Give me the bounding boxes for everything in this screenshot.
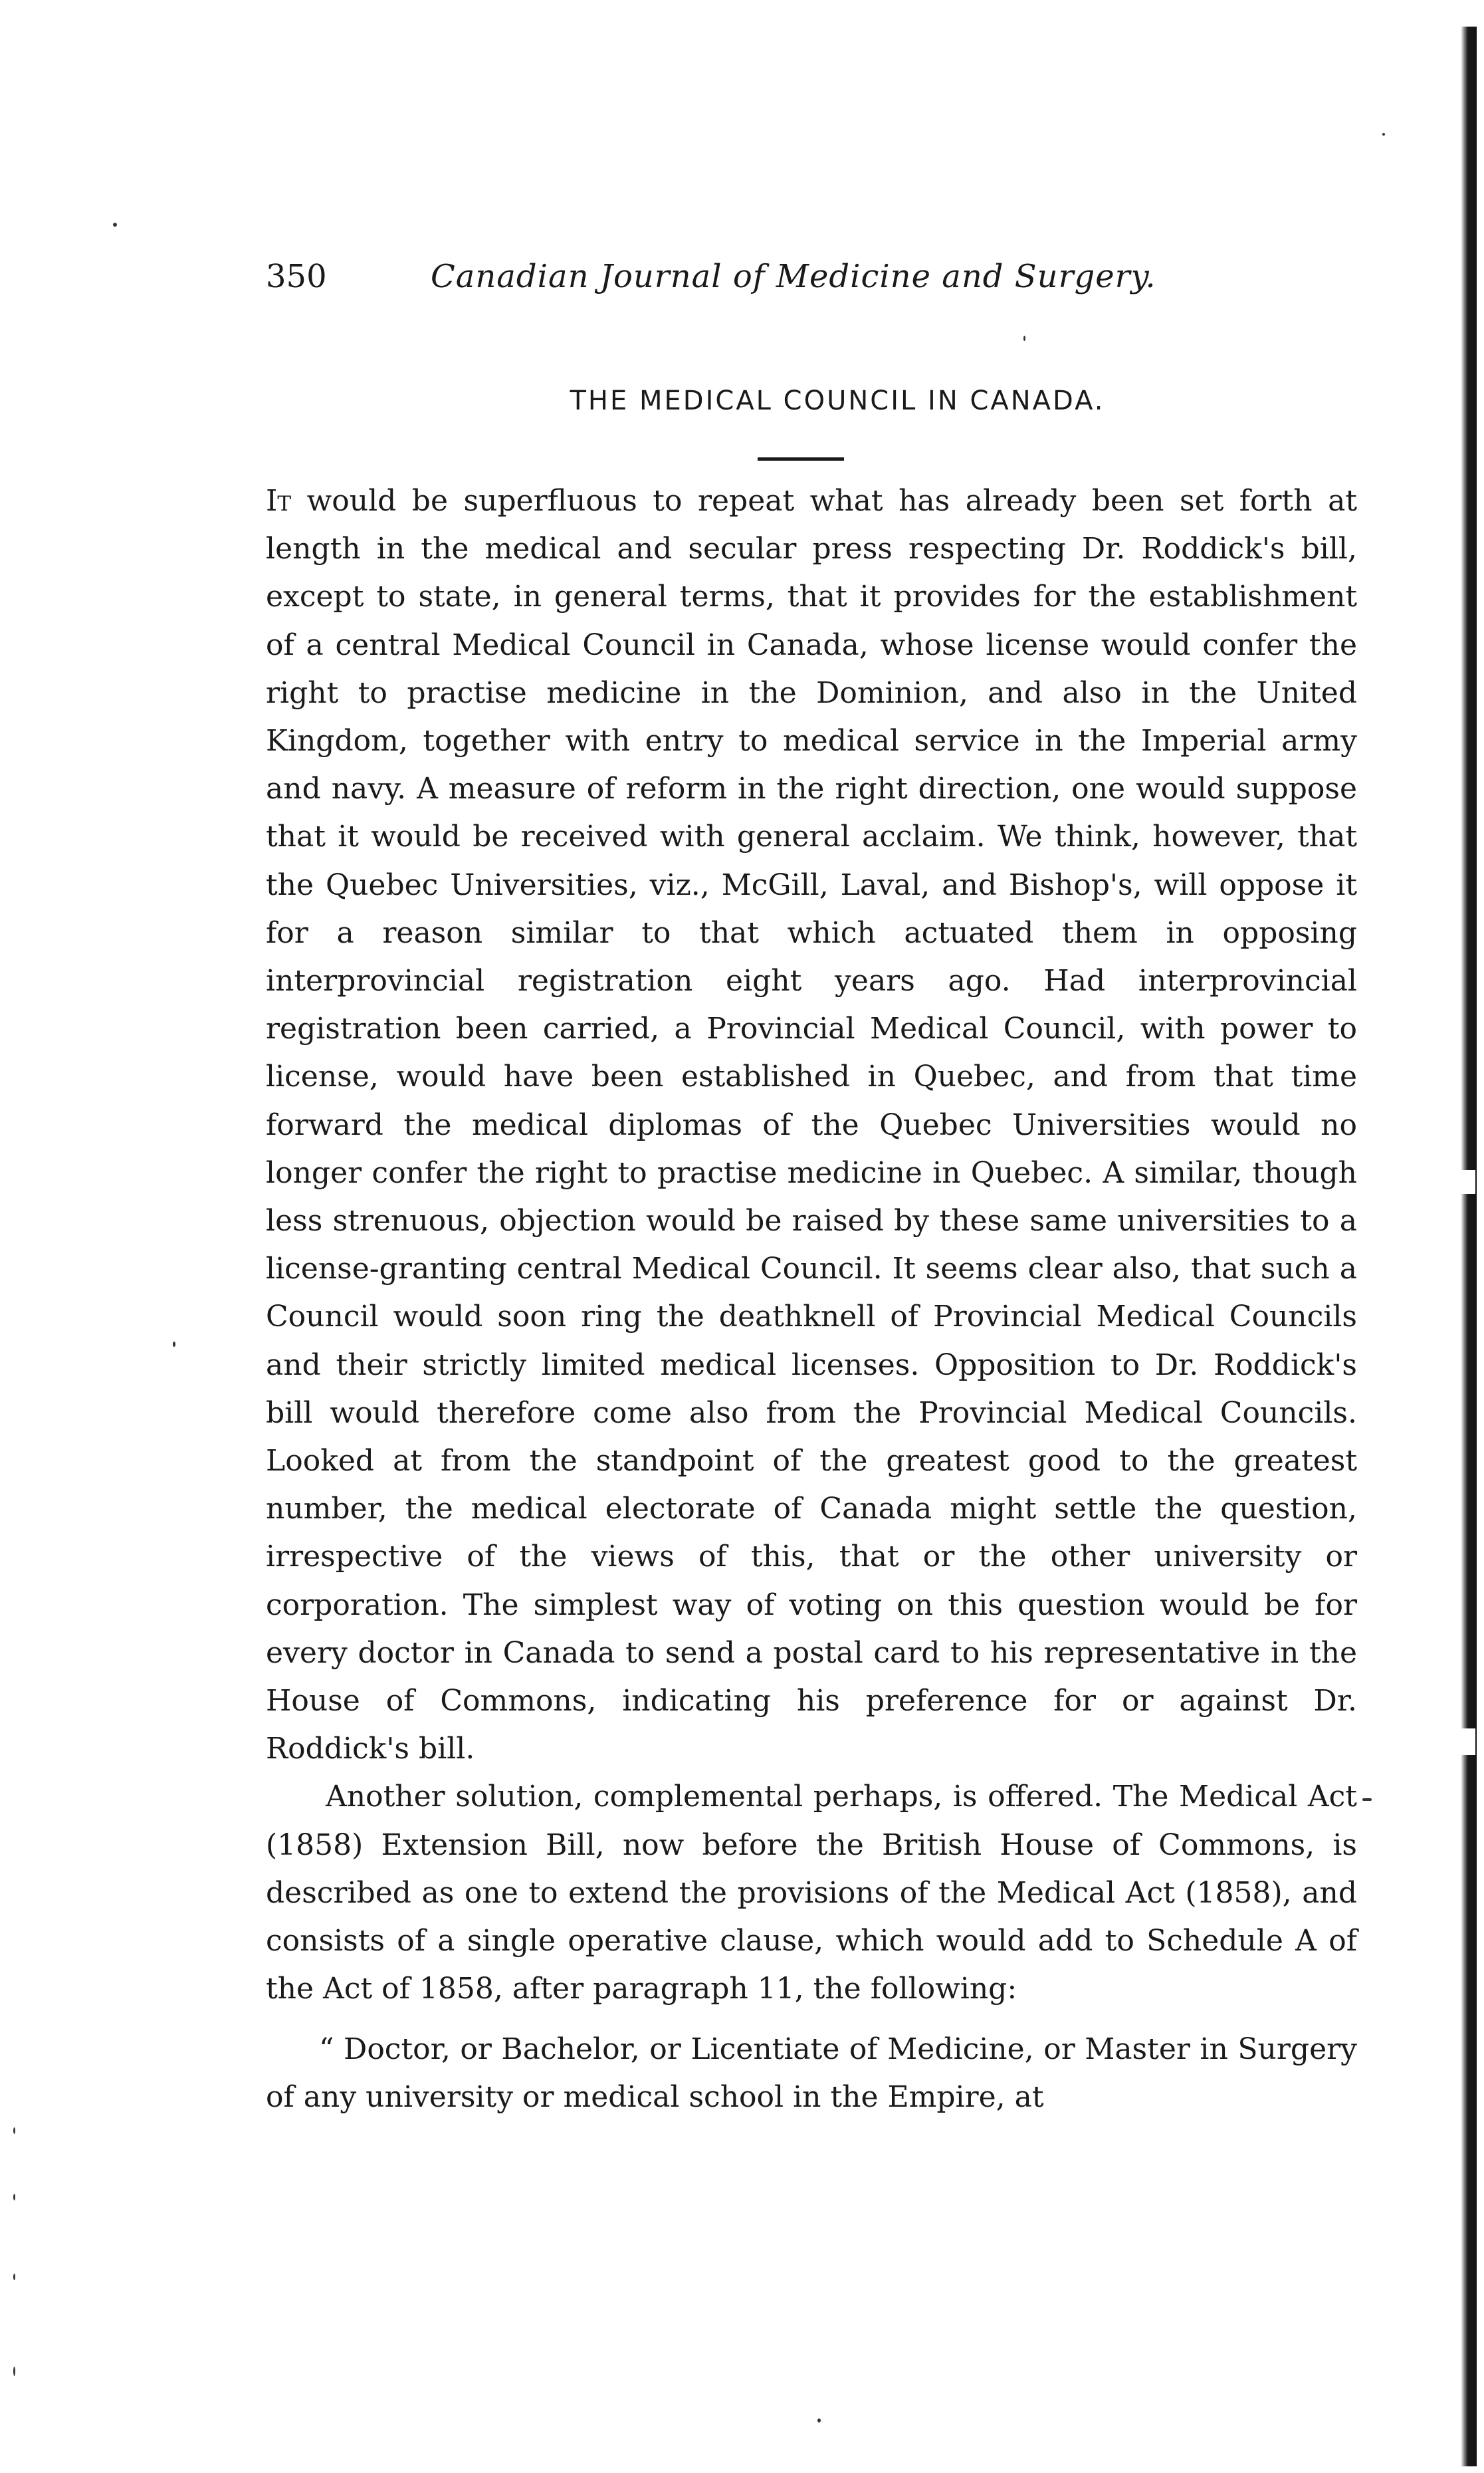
binding-edge	[1461, 27, 1477, 2466]
article-title: THE MEDICAL COUNCIL IN CANADA.	[570, 386, 1105, 416]
paragraph-1-text: would be superfluous to repeat what has already been set forth at length in the medical and secular press respecting Dr. Roddick's bill, except to state, in general terms, that it provides for the establishment of a central Medical Council in Canada, whose license would confer the right to practise medicine in the Dominion, and also in the United Kingdom, together with entry to medical service in the Imperial army and navy. A measure of reform in the right direction, one would suppose that it would be received with general acclaim. We think, however, that the Quebec Universities, viz., McGill, Laval, and Bishop's, will oppose it for a reason similar to that which actuated them in opposing interprovincial registration eight years ago. Had interprovincial registration been carried, a Provincial Medical Council, with power to license, would have been established in Quebec, and from that time forward the medical diplomas of the Quebec Universities would no longer confer the right to practise medicine in Quebec. A similar, though less strenuous, objection would be raised by these same universities to a license-granting central Medical Council. It seems clear also, that such a Council would soon ring the deathknell of Provincial Medical Councils and their strictly limited medical licenses. Opposition to Dr. Roddick's bill would therefore come also from the Provincial Medical Councils. Looked at from the standpoint of the greatest good to the greatest number, the medical electorate of Canada might settle the question, irrespective of the views of this, that or the other university or corporation. The simplest way of voting on this question would be for every doctor in Canada to send a postal card to his representative in the House of Commons, indicating his preference for or against Dr. Roddick's bill.	[266, 484, 1357, 1766]
scan-speck	[113, 223, 117, 227]
journal-title: Canadian Journal of Medicine and Surgery.	[431, 258, 1156, 295]
article-body	[266, 477, 1357, 2121]
scan-speck	[1362, 1798, 1372, 1801]
binding-gap	[1449, 1170, 1475, 1194]
scan-speck	[1023, 336, 1025, 341]
page-number: 350	[266, 258, 327, 295]
scan-speck	[13, 2367, 15, 2376]
paragraph-1	[266, 477, 1357, 1773]
scan-speck	[13, 2127, 15, 2134]
opening-word: It	[266, 484, 292, 518]
quotation: “ Doctor, or Bachelor, or Licentiate of Medicine, or Master in Surgery of any university or medical school in the Empire, at	[266, 2032, 1357, 2114]
scan-speck	[13, 2194, 15, 2200]
scan-speck	[1382, 133, 1385, 136]
paragraph-2: Another solution, complemental perhaps, is offered. The Medical Act (1858) Extension Bill, now before the British House of Commons, is described as one to extend the provisions of the Medical Act (1858), and consists of a single operative clause, which would add to Schedule A of the Act of 1858, after paragraph 11, the following:	[266, 1780, 1357, 2006]
running-head	[266, 258, 1176, 298]
binding-gap	[1449, 1728, 1475, 1755]
title-rule	[758, 457, 844, 461]
scan-speck	[817, 2418, 821, 2422]
scan-speck	[13, 2274, 15, 2280]
scan-speck	[173, 1342, 175, 1347]
